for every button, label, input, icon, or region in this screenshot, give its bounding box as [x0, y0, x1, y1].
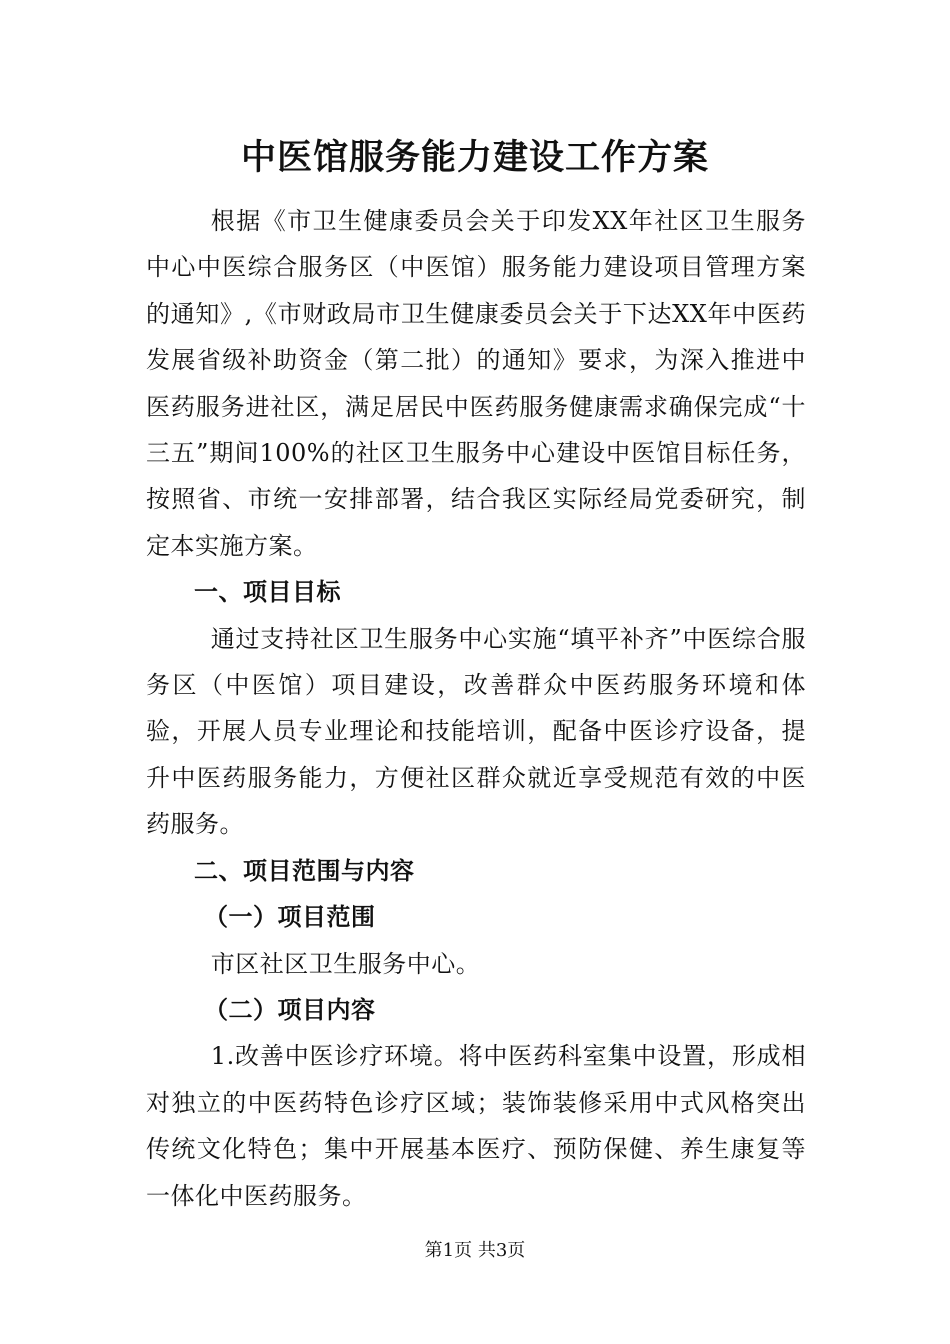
document-title: 中医馆服务能力建设工作方案 [240, 137, 709, 178]
subsection-heading-content: （二）项目内容 [204, 995, 376, 1024]
content-item-paragraph: 1.改善中医诊疗环境。将中医药科室集中设置，形成相对独立的中医药特色诊疗区域；装饰装修采用中式风格突出传统文化特色；集中开展基本医疗、预防保健、养生康复等一体化中医药服务。 [146, 1042, 806, 1210]
document-body [146, 198, 806, 1219]
intro-paragraph: 根据《市卫生健康委员会关于印发XX年社区卫生服务中心中医综合服务区（中医馆）服务能力建设项目管理方案的通知》,《市财政局市卫生健康委员会关于下达XX年中医药发展省级补助资金（第二批）的通知》要求，为深入推进中医药服务进社区，满足居民中医药服务健康需求确保完成“十三五”期间100%的社区卫生服务中心建设中医馆目标任务，按照省、市统一安排部署，结合我区实际经局党委研究，制定本实施方案。 [146, 207, 806, 560]
page-number-footer: 第1页 共3页 [424, 1240, 526, 1261]
section-heading-scope-content: 二、项目范围与内容 [194, 856, 415, 885]
section-heading-goal: 一、项目目标 [194, 578, 341, 607]
scope-paragraph: 市区社区卫生服务中心。 [210, 949, 481, 978]
goal-paragraph: 通过支持社区卫生服务中心实施“填平补齐”中医综合服务区（中医馆）项目建设，改善群众中医药服务环境和体验，开展人员专业理论和技能培训，配备中医诊疗设备，提升中医药服务能力，方便社区群众就近享受规范有效的中医药服务。 [146, 624, 806, 839]
subsection-heading-scope: （一）项目范围 [204, 903, 376, 932]
